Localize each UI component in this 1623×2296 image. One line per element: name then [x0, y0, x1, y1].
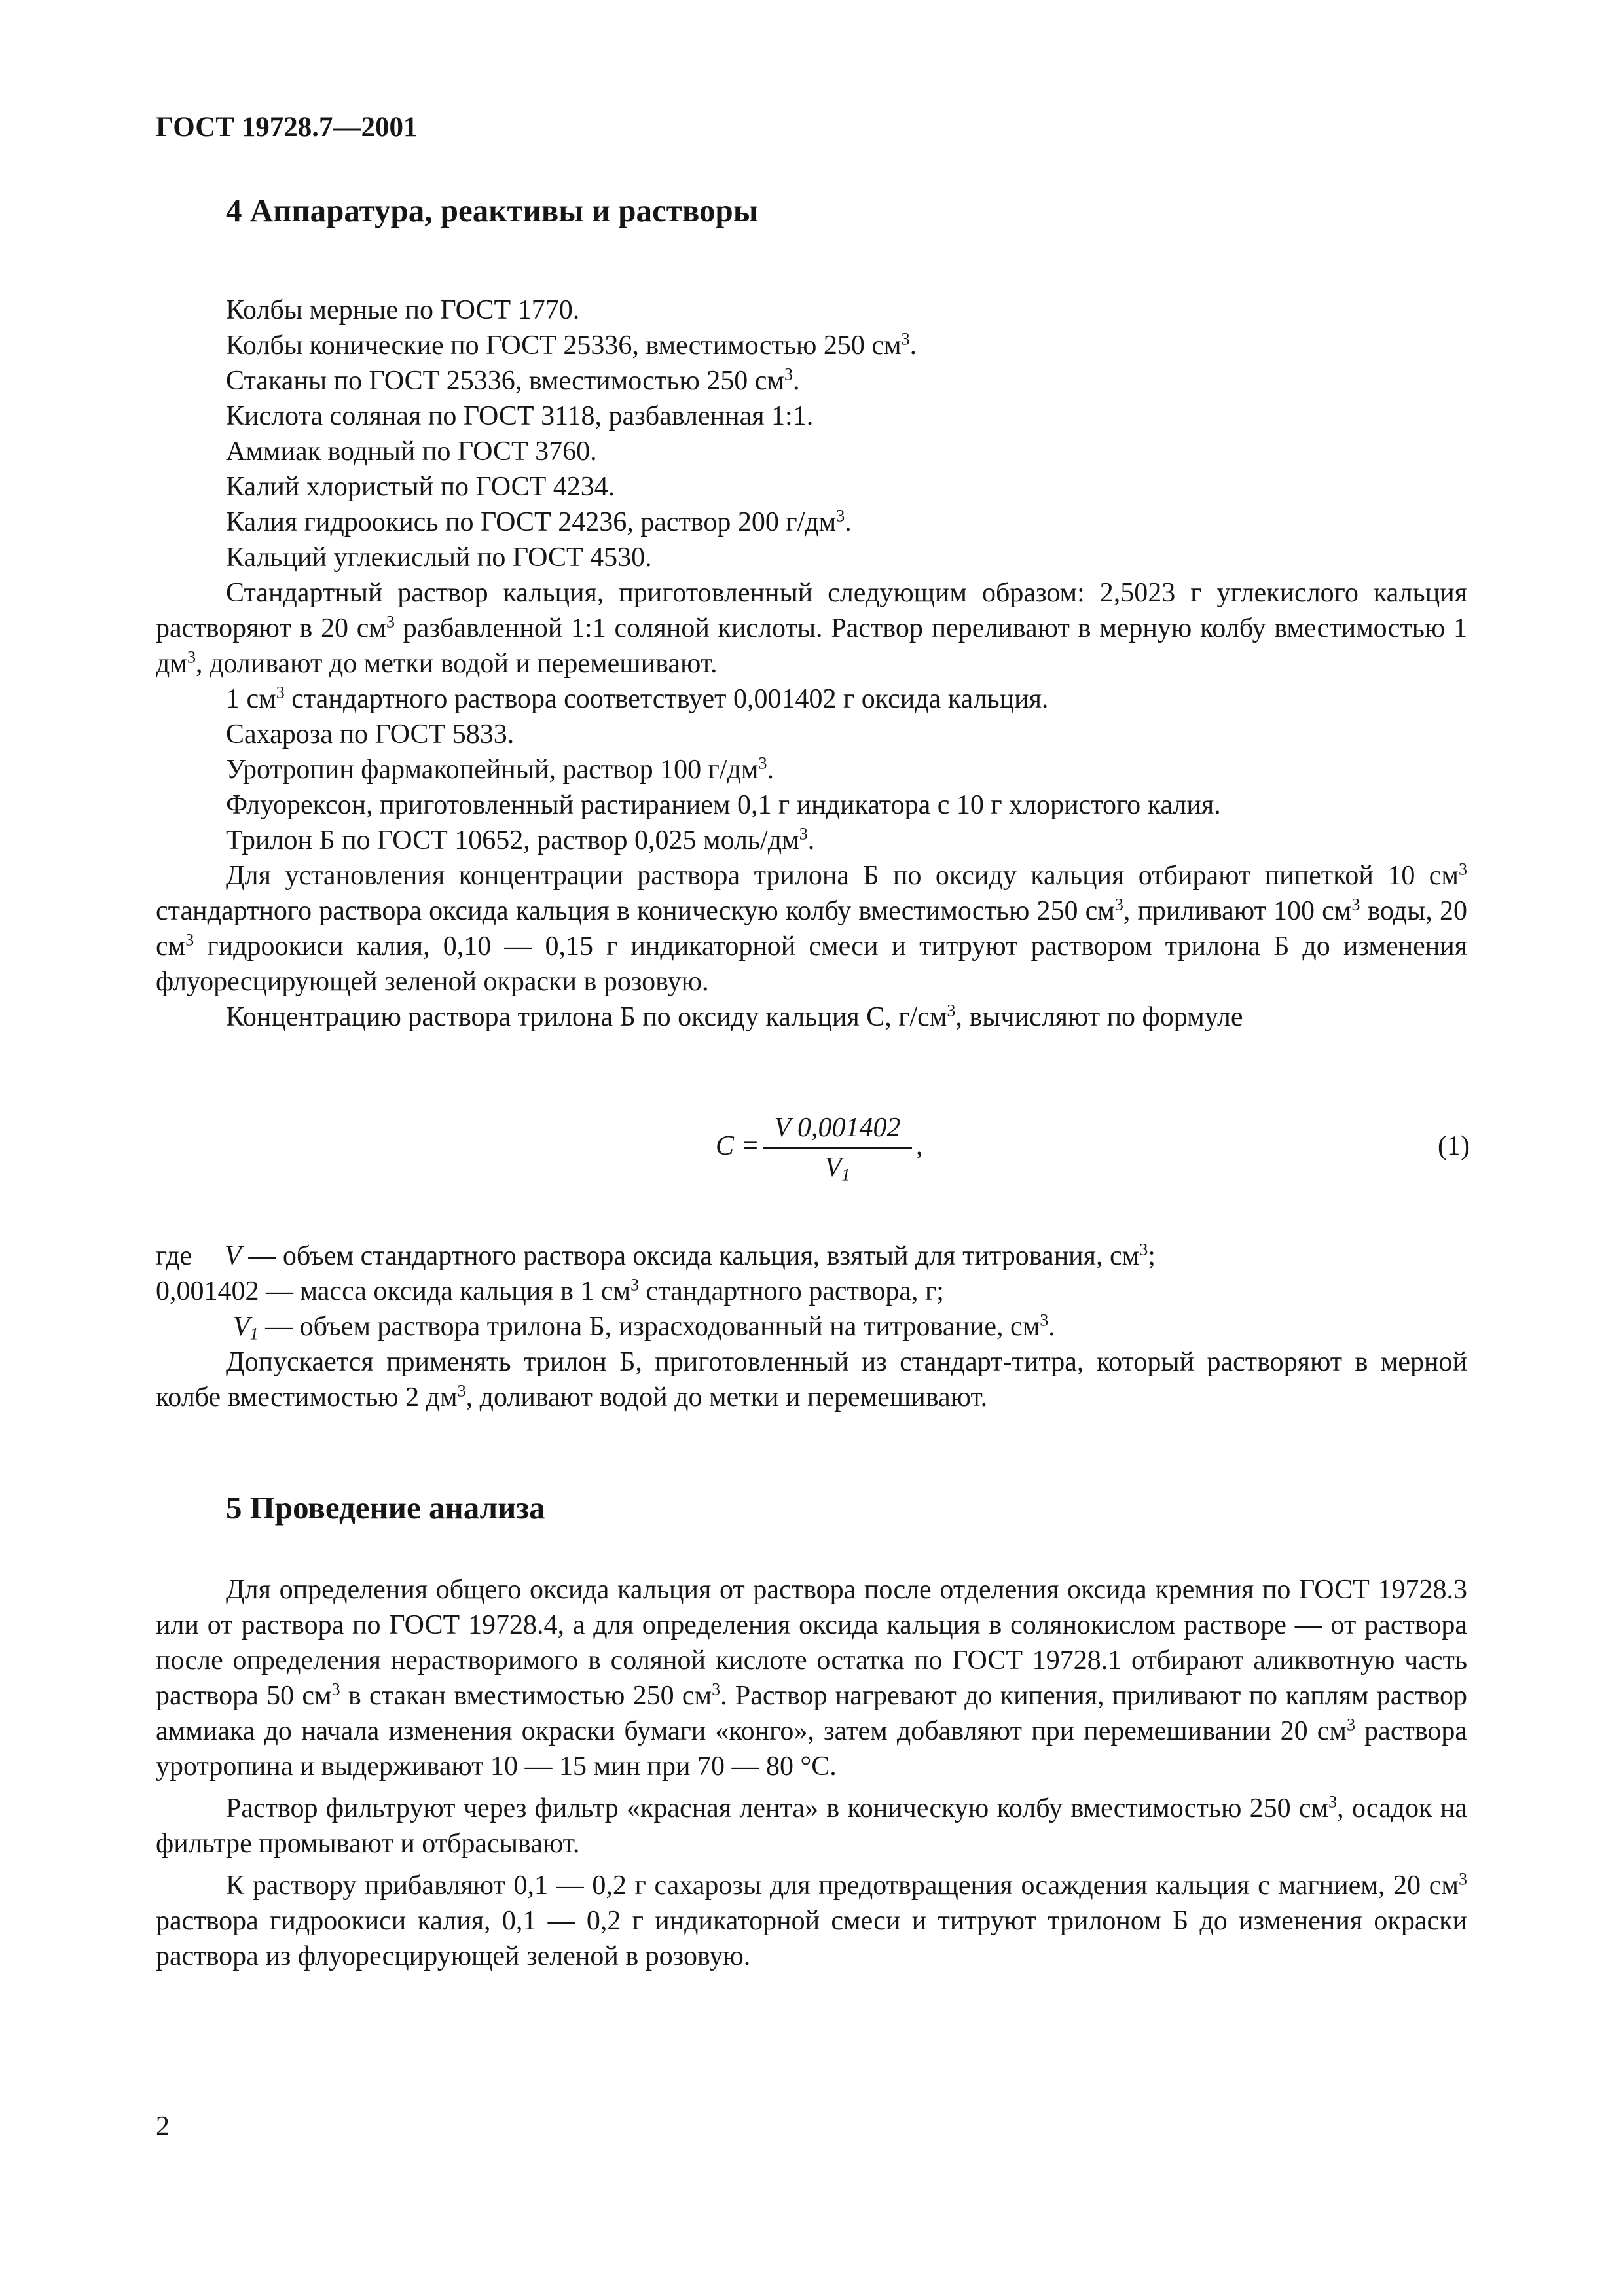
where-text: — масса оксида кальция в 1 $см^3$ стандартного раствора, г; [266, 1275, 944, 1306]
paragraph-note: Допускается применять трилон Б, приготовленный из стандарт-титра, который растворяют в мерной колбе вместимостью 2 $дм^3$, доливают водой до метки и перемешивают. [156, 1347, 1467, 1412]
list-item: Сахароза по ГОСТ 5833. [226, 719, 515, 749]
section-5-body [156, 1572, 1467, 1974]
section-4-title: 4 Аппаратура, реактивы и растворы [226, 192, 758, 228]
where-prefix: где [156, 1241, 192, 1271]
where-text: — объем стандартного раствора оксида кальция, взятый для титрования, $см^3$; [248, 1240, 1156, 1271]
page-number: 2 [156, 2111, 170, 2142]
list-item: Флуорексон, приготовленный растиранием 0,1 г индикатора с 10 г хлористого калия. [226, 790, 1221, 820]
list-item: Трилон Б по ГОСТ 10652, раствор 0,025 моль/$дм^3$. [226, 824, 815, 855]
list-item: Кальций углекислый по ГОСТ 4530. [226, 543, 652, 573]
where-clause [156, 1238, 1467, 1415]
list-item: Калия гидроокись по ГОСТ 24236, раствор 200 $г/дм^3$. [226, 506, 852, 537]
paragraph-formula-intro: Концентрацию раствора трилона Б по оксиду кальция C, $г/см^3$, вычисляют по формуле [226, 1001, 1243, 1032]
formula-denominator: $V_1$ [824, 1153, 850, 1185]
paragraph-standard-solution: Стандартный раствор кальция, приготовленный следующим образом: 2,5023 г углекислого кальция растворяют в 20 $см^3$ разбавленной 1:1 соляной кислоты. Раствор переливают в мерную колбу вместимостью 1 $дм^3$, доливают до метки водой и перемешивают. [156, 578, 1467, 679]
list-item: Колбы мерные по ГОСТ 1770. [226, 295, 580, 325]
where-line [156, 1238, 1467, 1274]
equation-number: (1) [1438, 1131, 1470, 1161]
where-line [156, 1274, 1467, 1309]
where-text: — объем раствора трилона Б, израсходованный на титрование, $см^3$. [265, 1310, 1055, 1342]
list-item: Колбы конические по ГОСТ 25336, вместимостью 250 $см^3$. [226, 329, 917, 361]
paragraph: Раствор фильтруют через фильтр «красная лента» в коническую колбу вместимостью 250 $см^3$, осадок на фильтре промывают и отбрасывают. [156, 1792, 1467, 1859]
list-item: Аммиак водный по ГОСТ 3760. [226, 437, 597, 467]
formula-numerator: V 0,001402 [763, 1112, 912, 1149]
list-item: Уротропин фармакопейный, раствор 100 $г/дм^3$. [226, 753, 775, 785]
where-symbol: $V_1$ [233, 1312, 259, 1344]
where-symbol: V [225, 1241, 242, 1271]
list-item: Стаканы по ГОСТ 25336, вместимостью 250 $см^3$. [226, 365, 800, 396]
paragraph-concentration-setup: Для установления концентрации раствора трилона Б по оксиду кальция отбирают пипеткой 10 $см^3$ стандартного раствора оксида кальция в коническую колбу вместимостью 250 $см^3$, приливают 100 $см^3$ воды, 20 $см^3$ гидроокиси калия, 0,10 — 0,15 г индикаторной смеси и титруют раствором трилона Б до изменения флуоресцирующей зеленой окраски в розовую. [156, 859, 1467, 997]
list-item: Калий хлористый по ГОСТ 4234. [226, 472, 615, 502]
formula-trailing: , [916, 1131, 923, 1161]
formula-fraction [763, 1112, 912, 1183]
formula [716, 1108, 932, 1187]
list-item: 1 $см^3$ стандартного раствора соответствует 0,001402 г оксида кальция. [226, 683, 1049, 714]
section-5-title: 5 Проведение анализа [226, 1490, 545, 1526]
section-4-body [156, 293, 1467, 1035]
where-symbol: 0,001402 [156, 1276, 259, 1306]
document-number: ГОСТ 19728.7—2001 [156, 112, 418, 143]
formula-lhs: C = [716, 1131, 759, 1161]
paragraph: Для определения общего оксида кальция от раствора после отделения оксида кремния по ГОСТ 19728.3 или от раствора по ГОСТ 19728.4, а для определения оксида кальция в солянокислом растворе — от раствора после определения нерастворимого в соляной кислоте остатка по ГОСТ 19728.1 отбирают аликвотную часть раствора 50 $см^3$ в стакан вместимостью 250 $см^3$. Раствор нагревают до кипения, приливают по каплям раствор аммиака до начала изменения окраски бумаги «конго», затем добавляют при перемешивании 20 $см^3$ раствора уротропина и выдерживают 10 — 15 мин при 70 — 80 °С. [156, 1575, 1468, 1782]
list-item: Кислота соляная по ГОСТ 3118, разбавленная 1:1. [226, 401, 814, 431]
where-line [156, 1309, 1467, 1344]
paragraph: К раствору прибавляют 0,1 — 0,2 г сахарозы для предотвращения осаждения кальция с магнием, 20 $см^3$ раствора гидроокиси калия, 0,1 — 0,2 г индикаторной смеси и титруют трилоном Б до изменения окраски раствора из флуоресцирующей зеленой в розовую. [156, 1869, 1467, 1971]
